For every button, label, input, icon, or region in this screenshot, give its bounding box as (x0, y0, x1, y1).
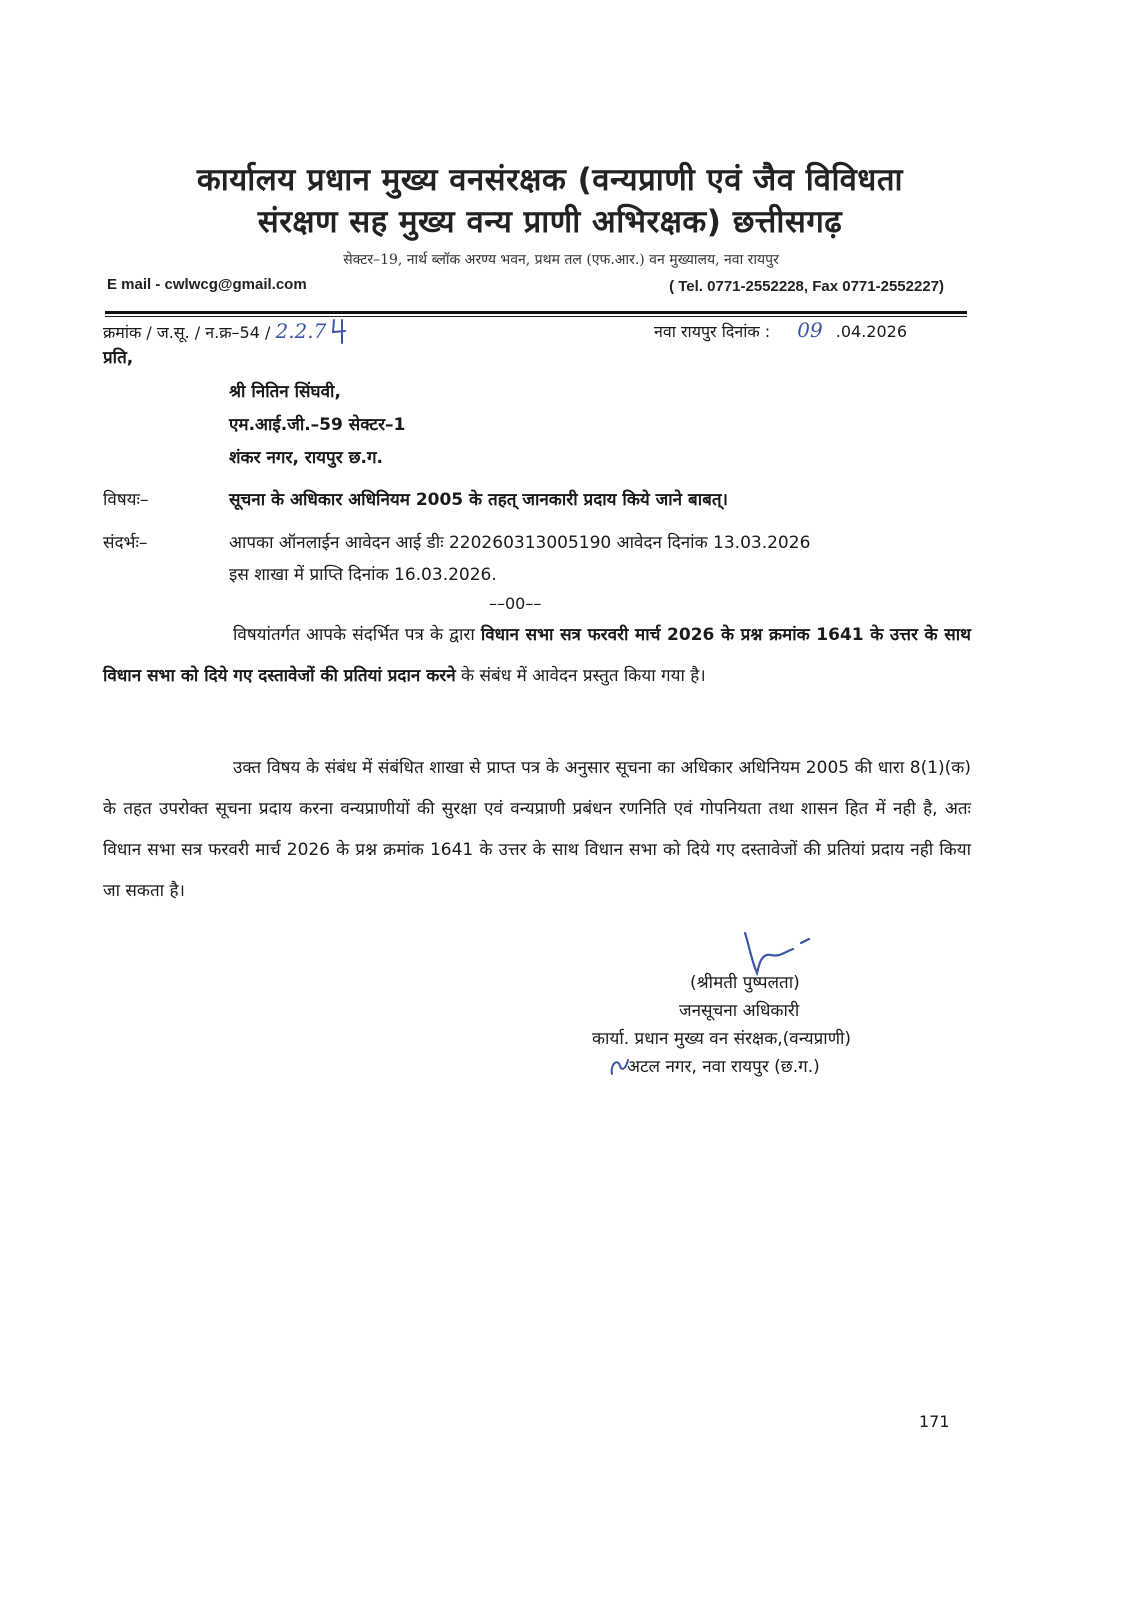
subject-text: सूचना के अधिकार अधिनियम 2005 के तहत् जानकारी प्रदाय किये जाने बाबत्। (229, 490, 728, 510)
body-paragraph-1 (103, 615, 971, 697)
reference-number-prefix: क्रमांक / ज.सू. / न.क्र–54 / (103, 323, 271, 342)
date-suffix: .04.2026 (835, 322, 908, 341)
office-email: E mail - cwlwcg@gmail.com (107, 276, 307, 293)
page-number: 171 (919, 1412, 950, 1431)
body-p1-end: के संबंध में आवेदन प्रस्तुत किया गया है। (455, 666, 706, 686)
signatory-designation: जनसूचना अधिकारी (679, 1001, 800, 1021)
handwritten-digit-4 (331, 318, 347, 344)
body-p1-intro: विषयांतर्गत आपके संदर्भित पत्र के द्वारा (233, 625, 481, 645)
office-address: सेक्टर–19, नार्थ ब्लॉक अरण्य भवन, प्रथम तल (एफ.आर.) वन मुख्यालय, नवा रायपुर (343, 252, 779, 268)
body-p1-bold: विधान सभा सत्र फरवरी मार्च 2026 के प्रश्न क्रमांक 1641 के उत्तर के साथ विधान सभा को दिये गए दस्तावेजों की प्रतियां प्रदान करने (103, 625, 971, 686)
section-divider: ––00–– (489, 594, 542, 613)
subject-label: विषयः– (103, 490, 149, 510)
handwritten-date: 09 (797, 318, 823, 342)
office-phone-fax: ( Tel. 0771-2552228, Fax 0771-2552227) (669, 278, 944, 295)
body-p2-text: उक्त विषय के संबंध में संबंधित शाखा से प्राप्त पत्र के अनुसार सूचना का अधिकार अधिनियम 2005 की धारा 8(1)(क) के तहत उपरोक्त सूचना प्रदाय करना वन्यप्राणीयों की सुरक्षा एवं वन्यप्राणी प्रबंधन रणनिति एवं गोपनियता तथा शासन हित में नही है, अतः विधान सभा सत्र फरवरी मार्च 2026 के प्रश्न क्रमांक 1641 के उत्तर के साथ विधान सभा को दिये गए दस्तावेजों की प्रतियां प्रदाय नही किया जा सकता है। (103, 758, 971, 901)
office-title-line1: कार्यालय प्रधान मुख्य वनसंरक्षक (वन्यप्राणी एवं जैव विविधता (196, 162, 904, 198)
office-title-line2: संरक्षण सह मुख्य वन्य प्राणी अभिरक्षक) छत्तीसगढ़ (257, 204, 843, 240)
recipient-name: श्री नितिन सिंघवी, (229, 382, 341, 402)
recipient-address-line2: शंकर नगर, रायपुर छ.ग. (229, 448, 383, 468)
reference-label: संदर्भः– (103, 533, 148, 553)
signatory-place: अटल नगर, नवा रायपुर (छ.ग.) (627, 1057, 820, 1077)
signatory-name: (श्रीमती पुष्पलता) (690, 973, 800, 993)
header-rule-thick (105, 311, 967, 314)
signatory-office: कार्या. प्रधान मुख्य वन संरक्षक,(वन्यप्राणी) (592, 1029, 852, 1049)
header-rule-thin (105, 316, 967, 317)
reference-line1: आपका ऑनलाईन आवेदन आई डीः 220260313005190 आवेदन दिनांक 13.03.2026 (229, 533, 811, 553)
place-date (654, 318, 907, 342)
handwritten-number: 2.2.7 (275, 319, 327, 343)
place-date-label: नवा रायपुर दिनांक : (654, 322, 771, 341)
body-paragraph-2 (103, 748, 971, 912)
reference-line2: इस शाखा में प्राप्ति दिनांक 16.03.2026. (229, 565, 497, 585)
recipient-address-line1: एम.आई.जी.–59 सेक्टर–1 (229, 415, 406, 435)
reference-number (103, 318, 347, 344)
prati-label: प्रति, (103, 348, 134, 368)
